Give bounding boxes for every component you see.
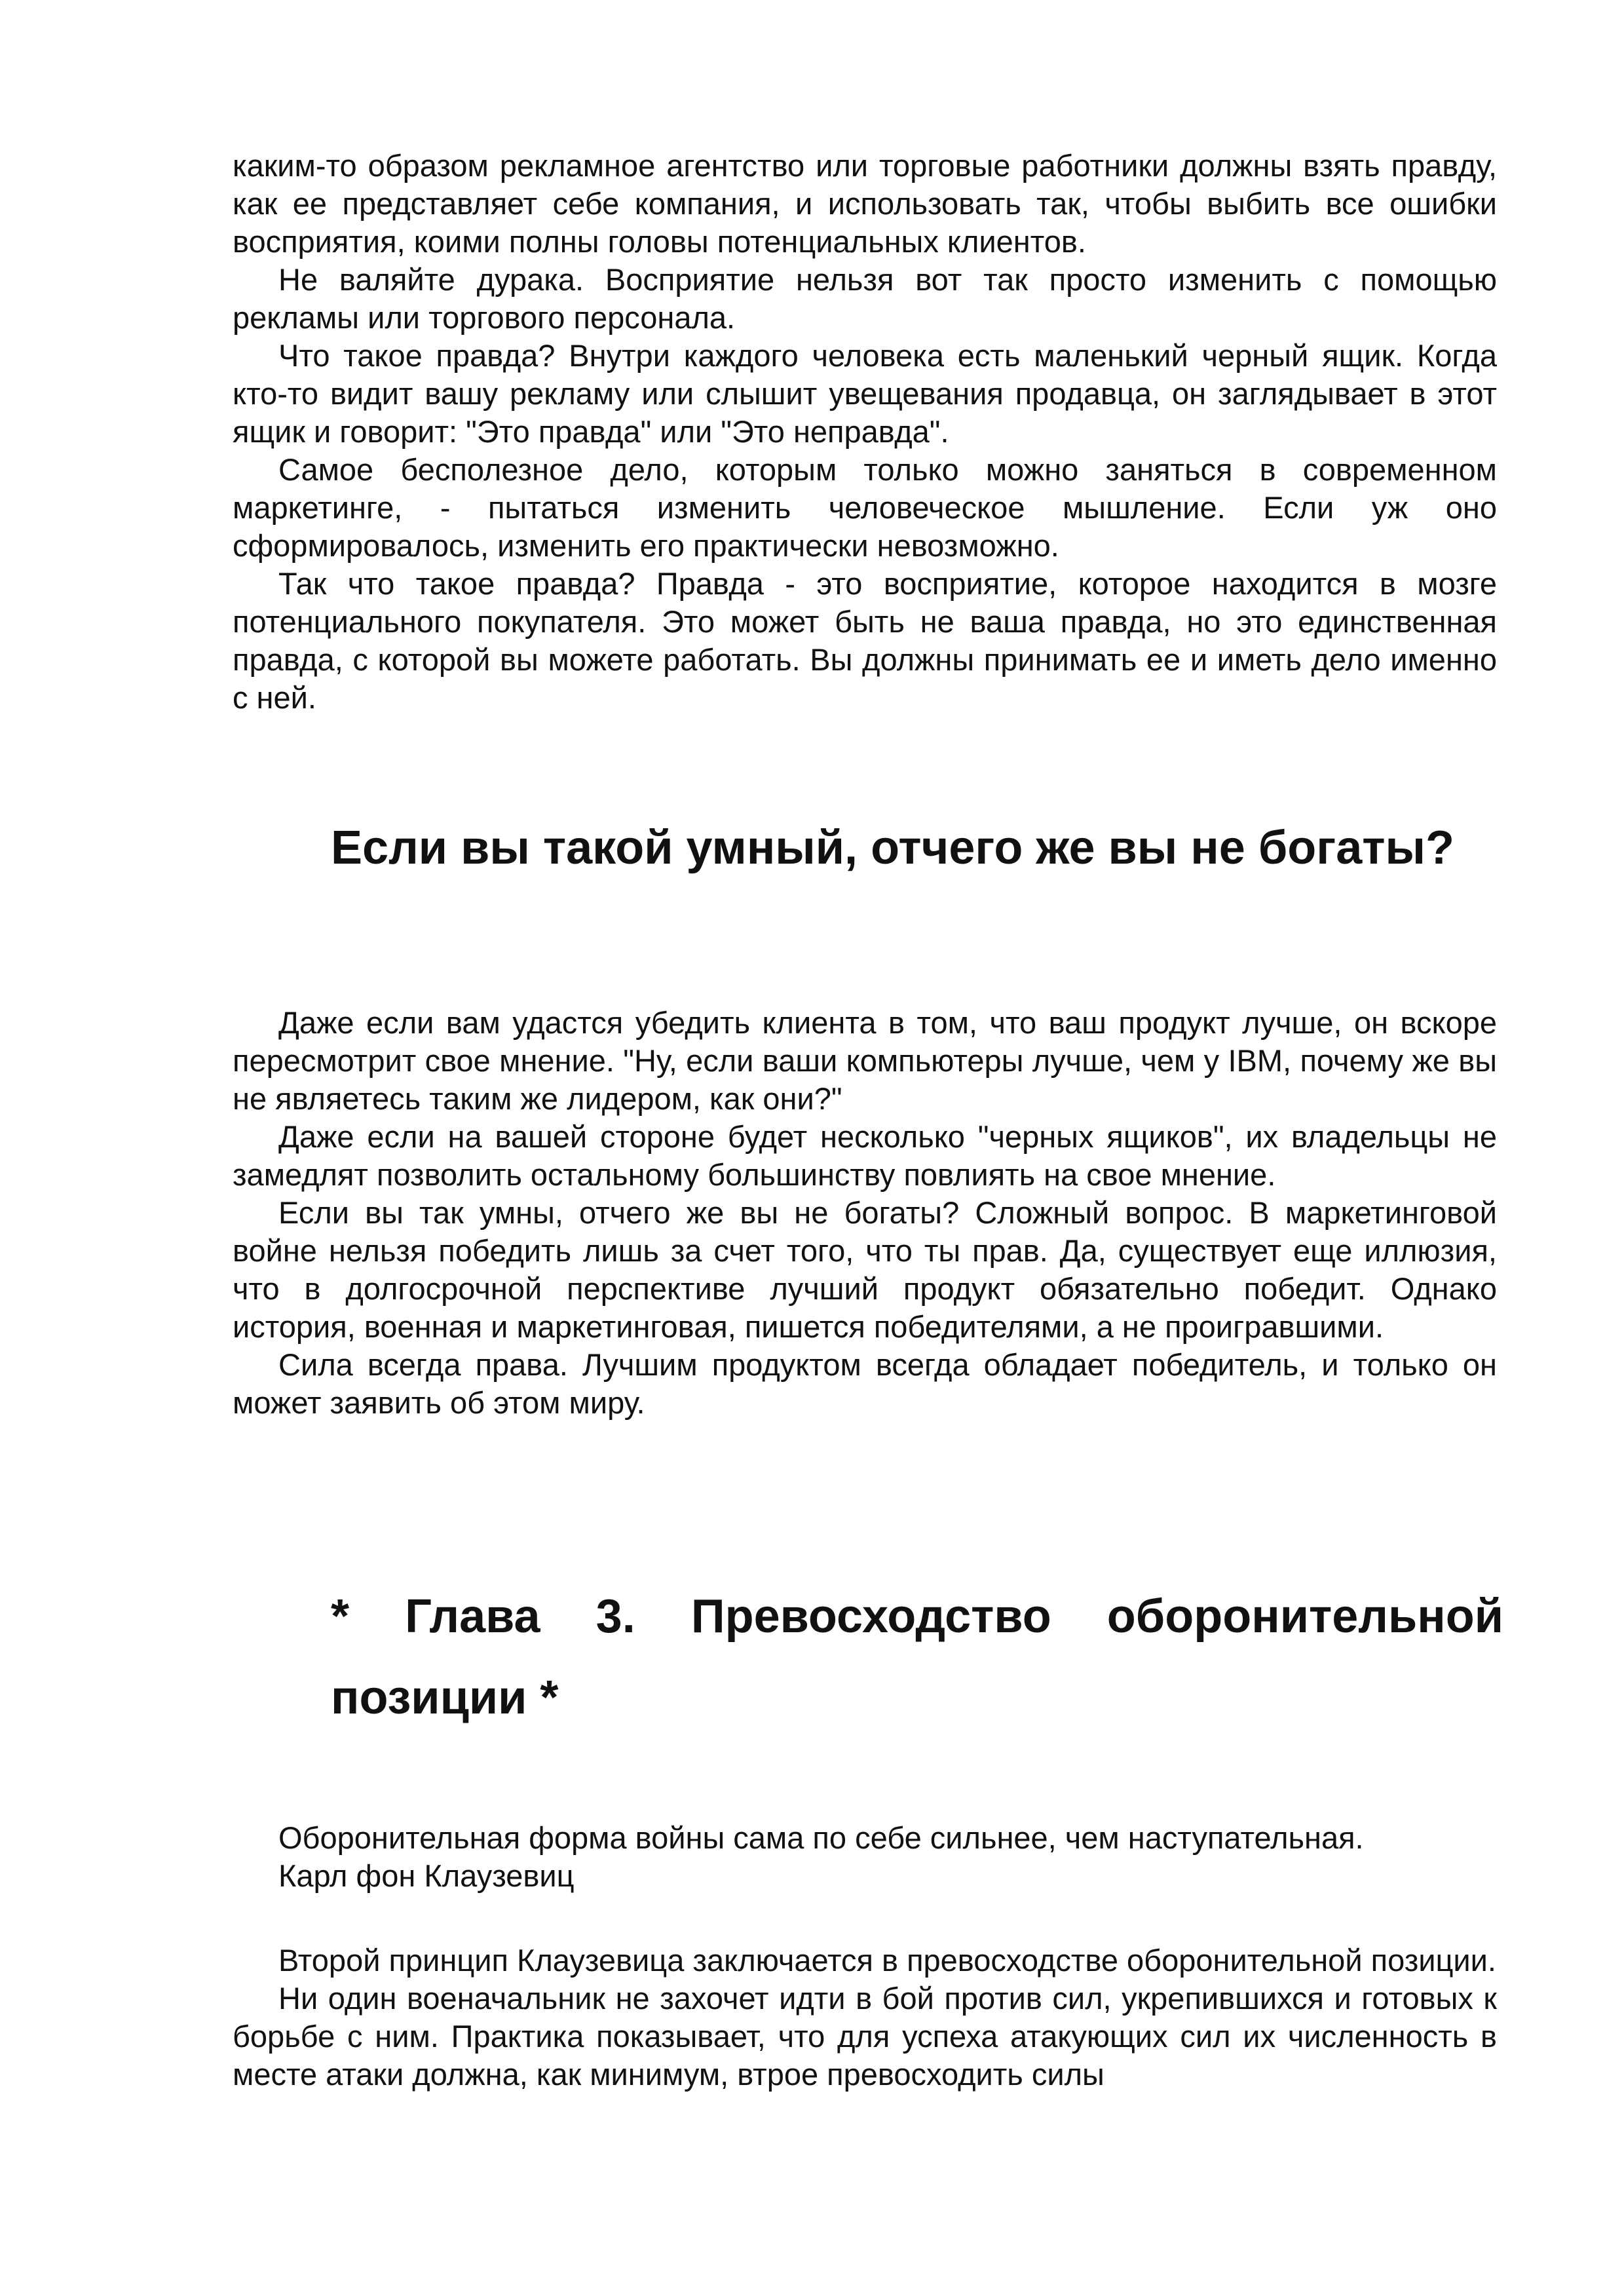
paragraph: Сила всегда права. Лучшим продуктом всегда обладает победитель, и только он может заявить об этом миру. [233,1347,1497,1420]
paragraph: Что такое правда? Внутри каждого человека есть маленький черный ящик. Когда кто-то видит вашу рекламу или слышит увещевания продавца, он заглядывает в этот ящик и говорит: "Это правда" или "Это неправда". [233,338,1497,449]
chapter-heading: * Глава 3. Превосходство оборонительной позиции * [331,1590,1503,1724]
epigraph-quote: Оборонительная форма войны сама по себе сильнее, чем наступательная. [278,1820,1364,1855]
paragraph: Если вы так умны, отчего же вы не богаты? Сложный вопрос. В маркетинговой войне нельзя победить лишь за счет того, что ты прав. Да, существует еще иллюзия, что в долгосрочной перспективе лучший продукт обязательно победит. Однако история, военная и маркетинговая, пишется победителями, а не проигравшими. [233,1195,1497,1344]
epigraph [278,1819,1510,1895]
paragraph: каким-то образом рекламное агентство или торговые работники должны взять правду, как ее представляет себе компания, и использовать так, чтобы выбить все ошибки восприятия, коими полны головы потенциальных клиентов. [233,148,1497,259]
paragraph: Даже если вам удастся убедить клиента в том, что ваш продукт лучше, он вскоре пересмотрит свое мнение. "Ну, если ваши компьютеры лучше, чем у IBM, почему же вы не являетесь таким же лидером, как они?" [233,1005,1497,1116]
section-heading: Если вы такой умный, отчего же вы не богаты? [331,822,1455,874]
text-block-defense [233,1942,1497,2094]
paragraph: Не валяйте дурака. Восприятие нельзя вот так просто изменить с помощью рекламы или торгового персонала. [233,262,1497,335]
text-block-rich [233,1004,1497,1422]
paragraph: Так что такое правда? Правда - это восприятие, которое находится в мозге потенциального покупателя. Это может быть не ваша правда, но это единственная правда, с которой вы можете работать. Вы должны принимать ее и иметь дело именно с ней. [233,566,1497,715]
epigraph-author: Карл фон Клаузевиц [278,1858,575,1893]
paragraph: Второй принцип Клаузевица заключается в превосходстве оборонительной позиции. [278,1943,1496,1978]
paragraph: Самое бесполезное дело, которым только можно заняться в современном маркетинге, - пытаться изменить человеческое мышление. Если уж оно сформировалось, изменить его практически невозможно. [233,452,1497,563]
paragraph: Даже если на вашей стороне будет несколько "черных ящиков", их владельцы не замедлят позволить остальному большинству повлиять на свое мнение. [233,1119,1497,1192]
paragraph: Ни один военачальник не захочет идти в бой против сил, укрепившихся и готовых к борьбе с ним. Практика показывает, что для успеха атакующих сил их численность в месте атаки должна, как минимум, втрое превосходить силы [233,1981,1497,2092]
text-block-truth [233,147,1497,717]
